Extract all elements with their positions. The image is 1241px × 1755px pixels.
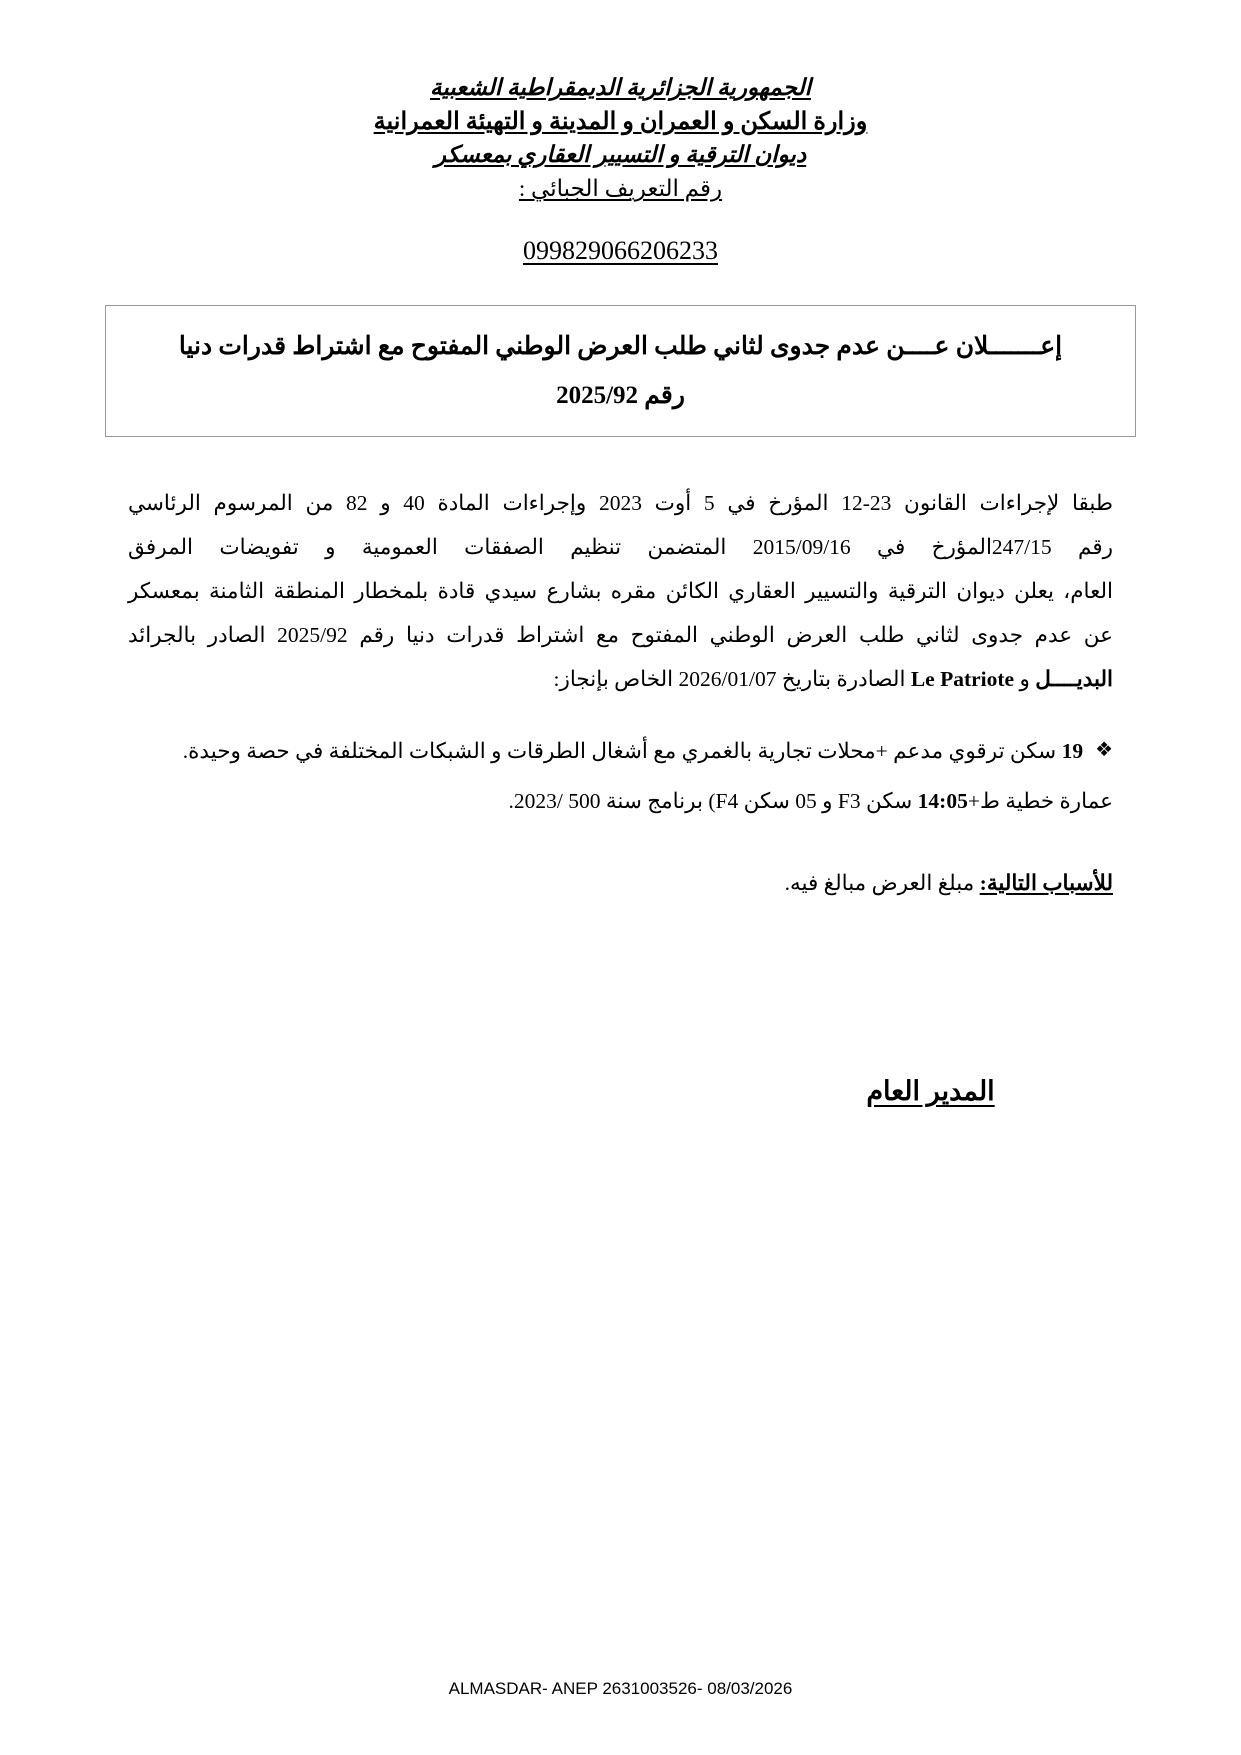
header-ministry-text: وزارة السكن و العمران و المدينة و التهيئة العمرانية <box>373 108 868 135</box>
footer-text: ALMASDAR- ANEP 2631003526- 08/03/2026 <box>448 1679 793 1698</box>
housing-unit-count: 19 <box>1061 738 1084 763</box>
body-line-2-decree-number: رقم 247/15 <box>991 534 1113 559</box>
body-line-5-end: الصادرة بتاريخ 2026/01/07 الخاص بإنجاز: <box>553 666 911 691</box>
document-header <box>0 0 1241 266</box>
announcement-title-line-1: إعـــــــلان عــــن عدم جدوى لثاني طلب العرض الوطني المفتوح مع اشتراط قدرات دنيا <box>178 333 1063 361</box>
housing-description: سكن ترقوي مدعم +محلات تجارية بالغمري مع أشغال الطرقات و الشبكات المختلفة في حصة وحيدة. <box>182 738 1062 763</box>
announcement-title-box <box>105 305 1136 437</box>
building-detail-value: 14:05 <box>917 788 968 813</box>
header-ministry-line <box>0 105 1241 139</box>
body-line-4: عن عدم جدوى لثاني طلب العرض الوطني المفتوح مع اشتراط قدرات دنيا رقم 2025/92 الصادر بالجرائد <box>128 622 1113 647</box>
tax-number-value: 099829066206233 <box>523 236 718 266</box>
building-detail-prefix: عمارة خطية ط+ <box>967 788 1113 813</box>
reasons-section <box>128 871 1113 896</box>
works-list <box>150 731 1113 823</box>
body-line-5-conjunction: و <box>1014 666 1036 691</box>
header-republic-text: الجمهورية الجزائرية الديمقراطية الشعبية <box>430 75 811 100</box>
header-tax-label-line <box>0 173 1241 206</box>
footer-anep-reference <box>0 1679 1241 1699</box>
newspaper-name-latin: Le Patriote <box>910 666 1015 691</box>
body-line-2-rest: المؤرخ في 2015/09/16 المتضمن تنظيم الصفقات العمومية و تفويضات المرفق <box>128 534 992 559</box>
body-line-1: طبقا لإجراءات القانون 23-12 المؤرخ في 5 أوت 2023 وإجراءات المادة 40 و 82 من المرسوم الرئاسي <box>128 490 1113 515</box>
reasons-label: للأسباب التالية: <box>979 870 1113 895</box>
reasons-text: مبلغ العرض مبالغ فيه. <box>784 870 980 895</box>
header-tax-label-text: رقم التعريف الجبائي : <box>518 176 723 202</box>
list-item <box>150 731 1113 773</box>
bullet-diamond-icon: ❖ <box>1095 738 1113 761</box>
header-office-line <box>0 139 1241 172</box>
signature-block <box>0 1076 1241 1107</box>
body-line-3: العام، يعلن ديوان الترقية والتسيير العقاري الكائن مقره بشارع سيدي قادة بلمخطار المنطقة الثامنة بمعسكر <box>128 578 1113 603</box>
signature-title: المدير العام <box>866 1075 995 1106</box>
body-line-2 <box>128 525 1113 569</box>
list-item-text <box>150 731 1083 773</box>
announcement-body <box>128 481 1113 701</box>
announcement-title-line-2: رقم 2025/92 <box>556 381 685 409</box>
newspaper-name-arabic: البديــــل <box>1035 666 1113 691</box>
header-office-text: ديوان الترقية و التسيير العقاري بمعسكر <box>434 141 807 167</box>
tax-identification-number <box>0 236 1241 266</box>
building-detail-line <box>150 781 1113 823</box>
header-republic-line <box>0 72 1241 105</box>
body-line-5 <box>128 657 1113 701</box>
building-detail-suffix: سكن F3 و 05 سكن F4) برنامج سنة 500 /2023. <box>508 788 918 813</box>
